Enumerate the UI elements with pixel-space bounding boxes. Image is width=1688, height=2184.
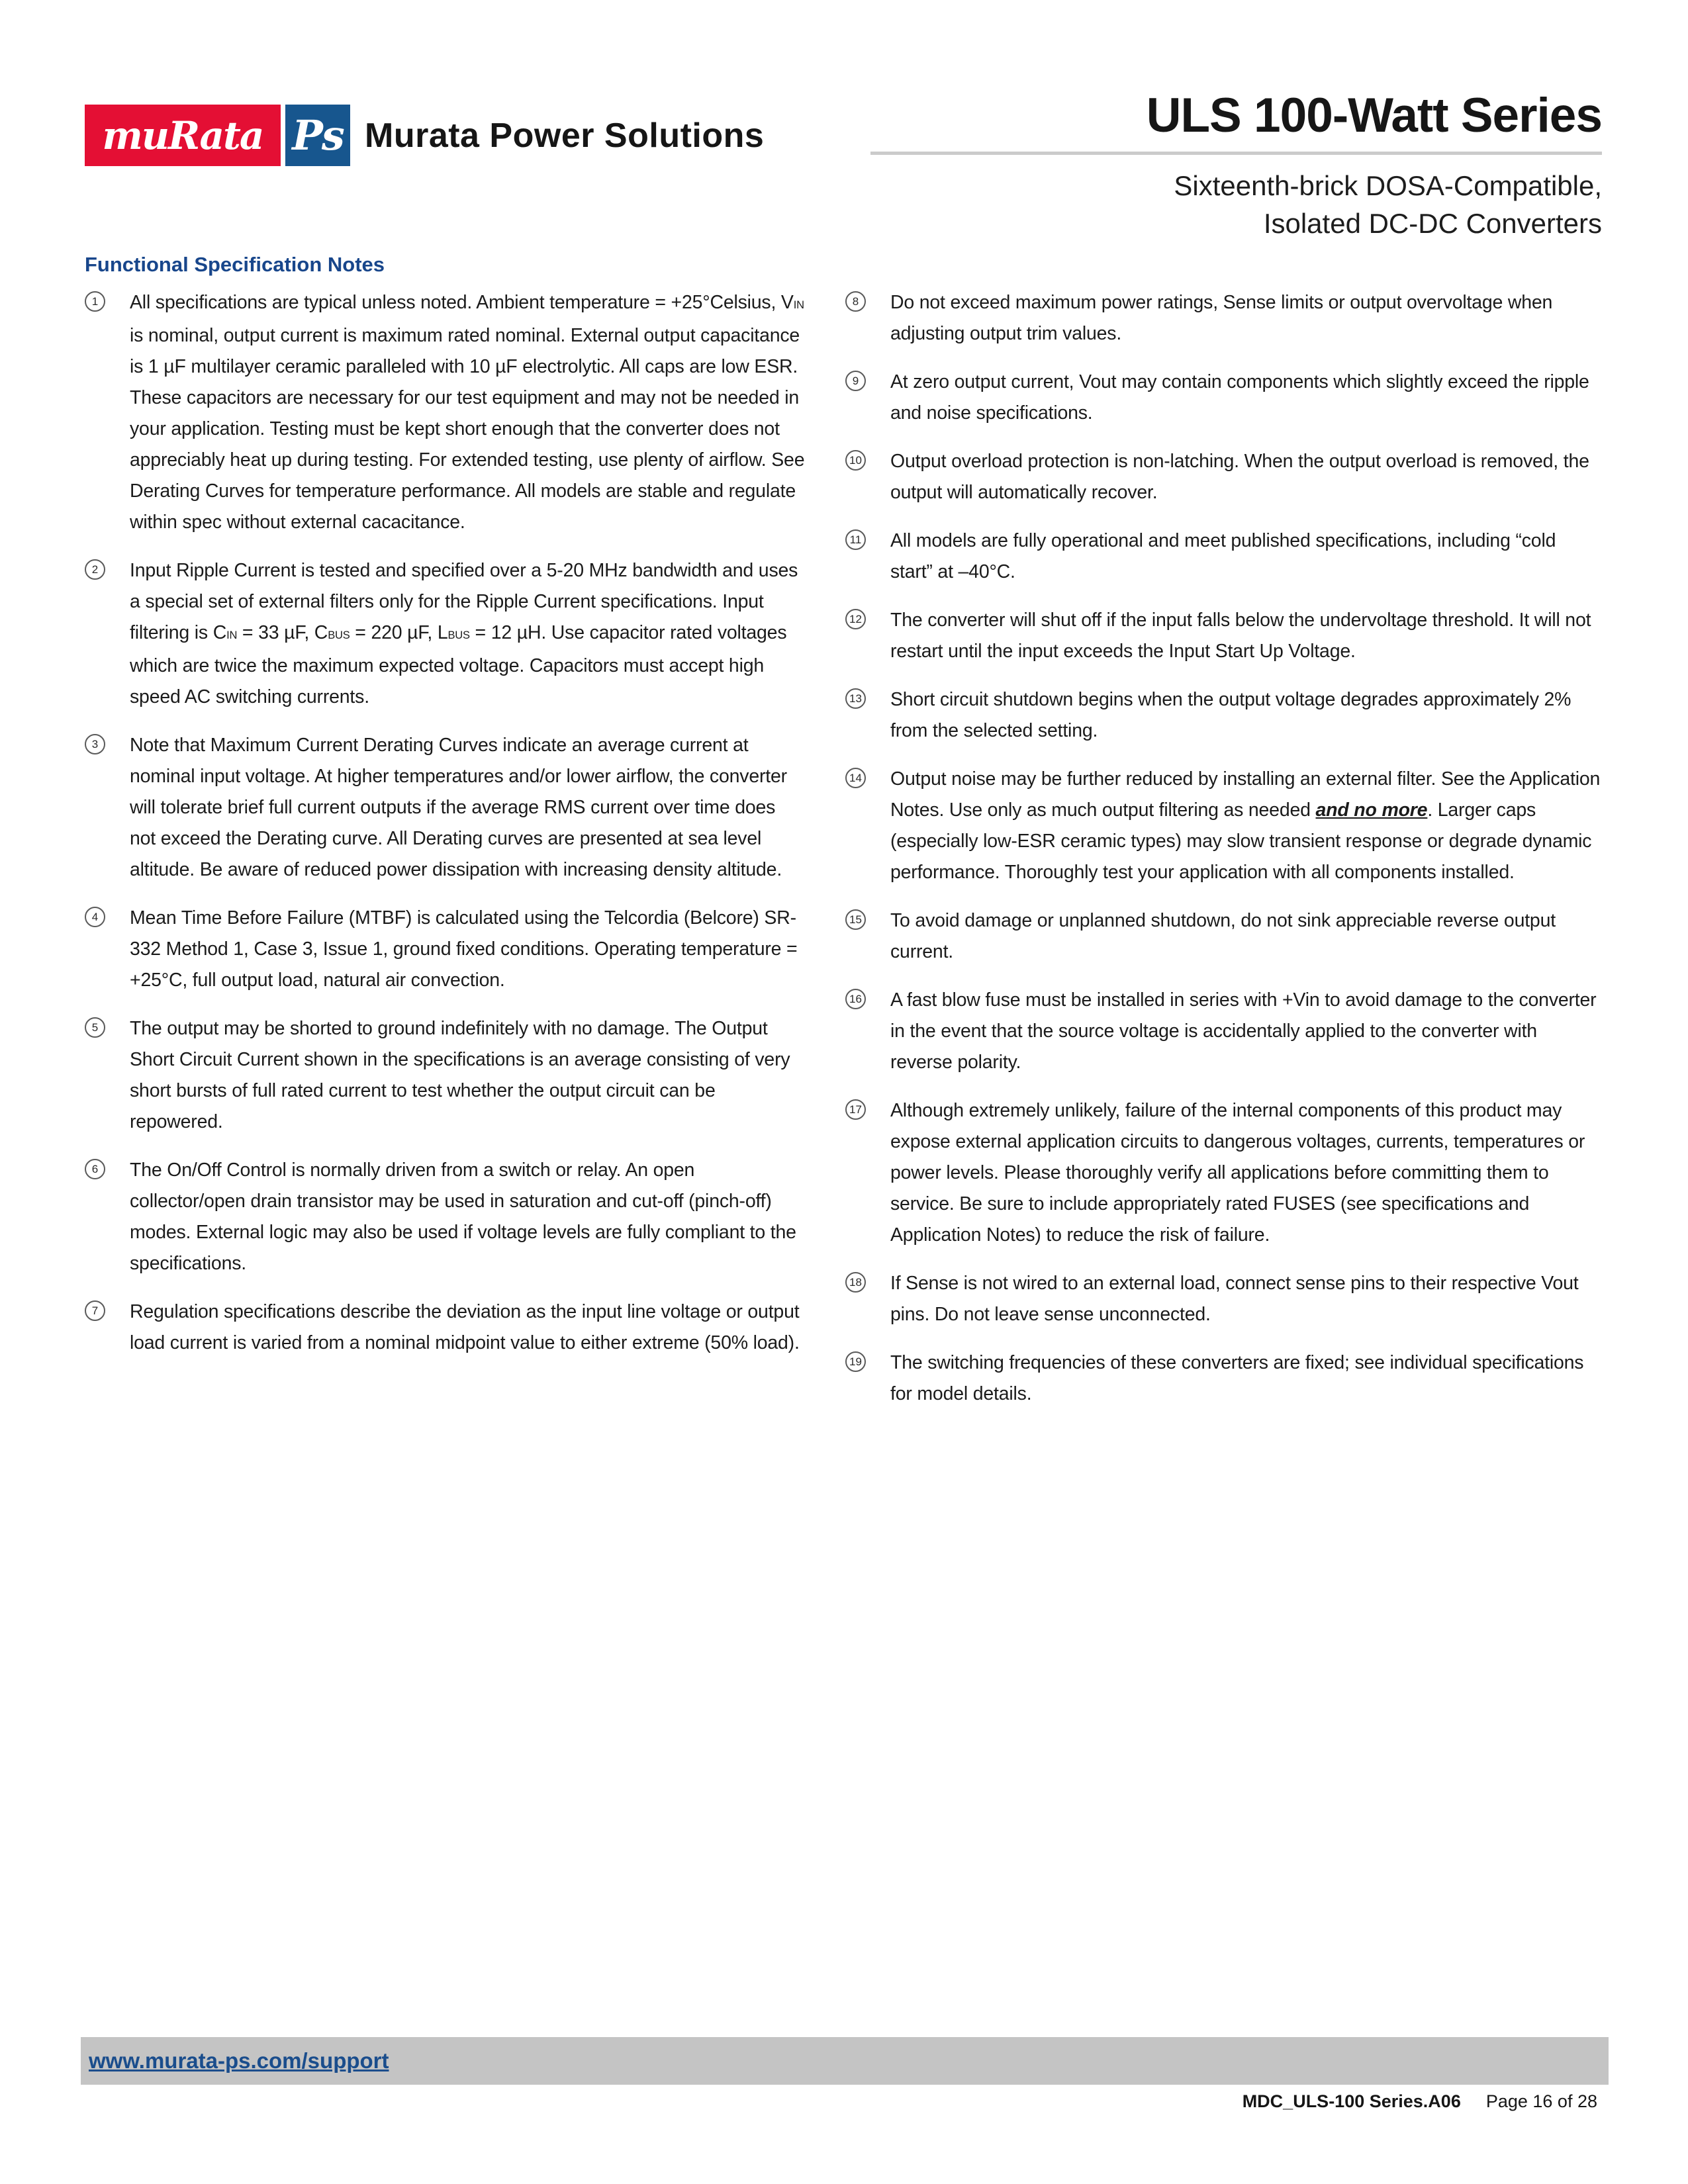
murata-logo-text: muRata — [102, 113, 263, 158]
note-number-column — [845, 1268, 890, 1293]
spec-note — [845, 684, 1602, 747]
note-text: To avoid damage or unplanned shutdown, do not sink appreciable reverse output current. — [890, 910, 1556, 962]
note-number-column — [845, 1095, 890, 1120]
note-text: The output may be shorted to ground indefinitely with no damage. The Output Short Circuit Current shown in the specifications is an average consisting of very short bursts of full rated current to test whether the output circuit can be repowered. — [130, 1018, 790, 1132]
note-text: Do not exceed maximum power ratings, Sense limits or output overvoltage when adjusting output trim values. — [890, 292, 1553, 344]
note-number: 18 — [845, 1272, 866, 1293]
note-number-column — [85, 555, 130, 580]
note-text: Output noise may be further reduced by installing an external filter. See the Application Notes. Use only as much output filtering as needed and no more. Larger caps (especially low-ESR ceramic types) may slow transient response or degrade dynamic performance. Thoroughly test your application with all components installed. — [890, 768, 1601, 883]
note-text: Output overload protection is non-latching. When the output overload is removed, the output will automatically recover. — [890, 451, 1589, 503]
note-number-column — [845, 1347, 890, 1372]
note-number-column — [845, 605, 890, 629]
note-number-column — [845, 905, 890, 930]
subtitle-line-1: Sixteenth-brick DOSA-Compatible, — [1174, 170, 1602, 202]
note-number: 3 — [85, 734, 105, 754]
spec-note — [845, 764, 1602, 888]
notes-column-right — [845, 287, 1602, 1427]
note-number-column — [85, 1155, 130, 1179]
note-number-column — [845, 525, 890, 550]
note-number-column — [85, 1297, 130, 1321]
title-block — [768, 90, 1602, 242]
footer-bar — [81, 2037, 1609, 2085]
note-number: 2 — [85, 559, 105, 580]
note-number: 15 — [845, 909, 866, 930]
note-number: 12 — [845, 609, 866, 629]
note-number: 5 — [85, 1017, 105, 1038]
note-text: At zero output current, Vout may contain components which slightly exceed the ripple and noise specifications. — [890, 371, 1589, 424]
spec-note — [845, 287, 1602, 349]
spec-note — [845, 525, 1602, 588]
spec-note — [845, 605, 1602, 667]
spec-note — [845, 985, 1602, 1078]
note-number-column — [845, 985, 890, 1009]
note-number-column — [845, 764, 890, 788]
spec-note — [85, 1297, 805, 1359]
section-heading: Functional Specification Notes — [85, 253, 385, 276]
note-text: Short circuit shutdown begins when the output voltage degrades approximately 2% from the selected setting. — [890, 689, 1571, 741]
page-title: ULS 100-Watt Series — [1146, 89, 1602, 142]
note-text: Note that Maximum Current Derating Curves indicate an average current at nominal input voltage. At higher temperatures and/or lower airflow, the converter will tolerate brief full current outputs if the average RMS current over time does not exceed the Derating curve. All Derating curves are presented at sea level altitude. Be aware of reduced power dissipation with increasing density altitude. — [130, 735, 787, 880]
note-number-column — [85, 287, 130, 312]
spec-note — [85, 555, 805, 713]
note-text: Regulation specifications describe the deviation as the input line voltage or output load current is varied from a nominal midpoint value to either extreme (50% load). — [130, 1301, 800, 1353]
note-number-column — [845, 446, 890, 471]
note-text: All specifications are typical unless noted. Ambient temperature = +25°Celsius, VIN is nominal, output current is maximum rated nominal. External output capacitance is 1 µF multilayer ceramic paralleled with 10 µF electrolytic. All caps are low ESR. These capacitors are necessary for our test equipment and may not be needed in your application. Testing must be kept short enough that the converter does not appreciably heat up during testing. For extended testing, use plenty of airflow. See Derating Curves for temperature performance. All models are stable and regulate within spec without external cacacitance. — [130, 292, 805, 533]
note-number: 11 — [845, 529, 866, 550]
ps-logo-text: Ps — [292, 111, 344, 159]
spec-note — [85, 1013, 805, 1138]
document-id: MDC_ULS-100 Series.A06 — [1242, 2091, 1461, 2111]
note-number-column — [845, 684, 890, 709]
support-link[interactable]: www.murata-ps.com/support — [89, 2048, 389, 2073]
header-logo-row — [85, 105, 764, 166]
note-number-column — [85, 730, 130, 754]
spec-note — [85, 730, 805, 886]
subtitle-line-2: Isolated DC-DC Converters — [1263, 208, 1602, 240]
spec-note — [845, 1095, 1602, 1251]
note-number: 16 — [845, 989, 866, 1009]
note-number: 13 — [845, 688, 866, 709]
notes-column-left — [85, 287, 805, 1376]
note-number-column — [845, 287, 890, 312]
murata-logo — [85, 105, 281, 166]
note-number: 14 — [845, 768, 866, 788]
spec-note — [845, 367, 1602, 429]
note-text: If Sense is not wired to an external load, connect sense pins to their respective Vout pins. Do not leave sense unconnected. — [890, 1273, 1579, 1325]
company-name: Murata Power Solutions — [365, 116, 765, 155]
footer-meta — [1243, 2091, 1597, 2112]
note-number: 19 — [845, 1351, 866, 1372]
note-number: 4 — [85, 907, 105, 927]
page-number: Page 16 of 28 — [1485, 2091, 1597, 2111]
note-number-column — [85, 1013, 130, 1038]
ps-logo — [285, 105, 350, 166]
note-number-column — [85, 903, 130, 927]
note-number: 1 — [85, 291, 105, 312]
spec-note — [845, 1347, 1602, 1410]
note-number: 7 — [85, 1300, 105, 1321]
note-number: 9 — [845, 371, 866, 391]
note-number: 6 — [85, 1159, 105, 1179]
title-divider — [870, 152, 1602, 155]
note-number: 10 — [845, 450, 866, 471]
spec-note — [845, 1268, 1602, 1330]
notes-columns — [85, 287, 1602, 1427]
spec-note — [85, 1155, 805, 1279]
note-text: The converter will shut off if the input falls below the undervoltage threshold. It will not restart until the input exceeds the Input Start Up Voltage. — [890, 610, 1591, 662]
note-number: 17 — [845, 1099, 866, 1120]
note-number-column — [845, 367, 890, 391]
note-text: Input Ripple Current is tested and specified over a 5-20 MHz bandwidth and uses a special set of external filters only for the Ripple Current specifications. Input filtering is CIN = 33 µF, CBUS = 220 µF, LBUS = 12 µH. Use capacitor rated voltages which are twice the maximum expected voltage. Capacitors must accept high speed AC switching currents. — [130, 560, 798, 707]
spec-note — [85, 903, 805, 996]
note-text: The On/Off Control is normally driven from a switch or relay. An open collector/open drain transistor may be used in saturation and cut-off (pinch-off) modes. External logic may also be used if voltage levels are fully compliant to the specifications. — [130, 1160, 796, 1274]
spec-note — [845, 446, 1602, 508]
spec-note — [85, 287, 805, 538]
note-text: The switching frequencies of these converters are fixed; see individual specifications for model details. — [890, 1352, 1584, 1404]
spec-note — [845, 905, 1602, 968]
note-number: 8 — [845, 291, 866, 312]
note-text: Although extremely unlikely, failure of the internal components of this product may expose external application circuits to dangerous voltages, currents, temperatures or power levels. Please thoroughly verify all applications before committing them to service. Be sure to include appropriately rated FUSES (see specifications and Application Notes) to reduce the risk of failure. — [890, 1100, 1585, 1246]
note-text: Mean Time Before Failure (MTBF) is calculated using the Telcordia (Belcore) SR-332 Method 1, Case 3, Issue 1, ground fixed conditions. Operating temperature = +25°C, full output load, natural air convection. — [130, 907, 798, 991]
note-text: A fast blow fuse must be installed in series with +Vin to avoid damage to the converter in the event that the source voltage is accidentally applied to the converter with reverse polarity. — [890, 989, 1597, 1073]
note-text: All models are fully operational and meet published specifications, including “cold start” at –40°C. — [890, 530, 1556, 582]
content-area — [85, 253, 1602, 1427]
